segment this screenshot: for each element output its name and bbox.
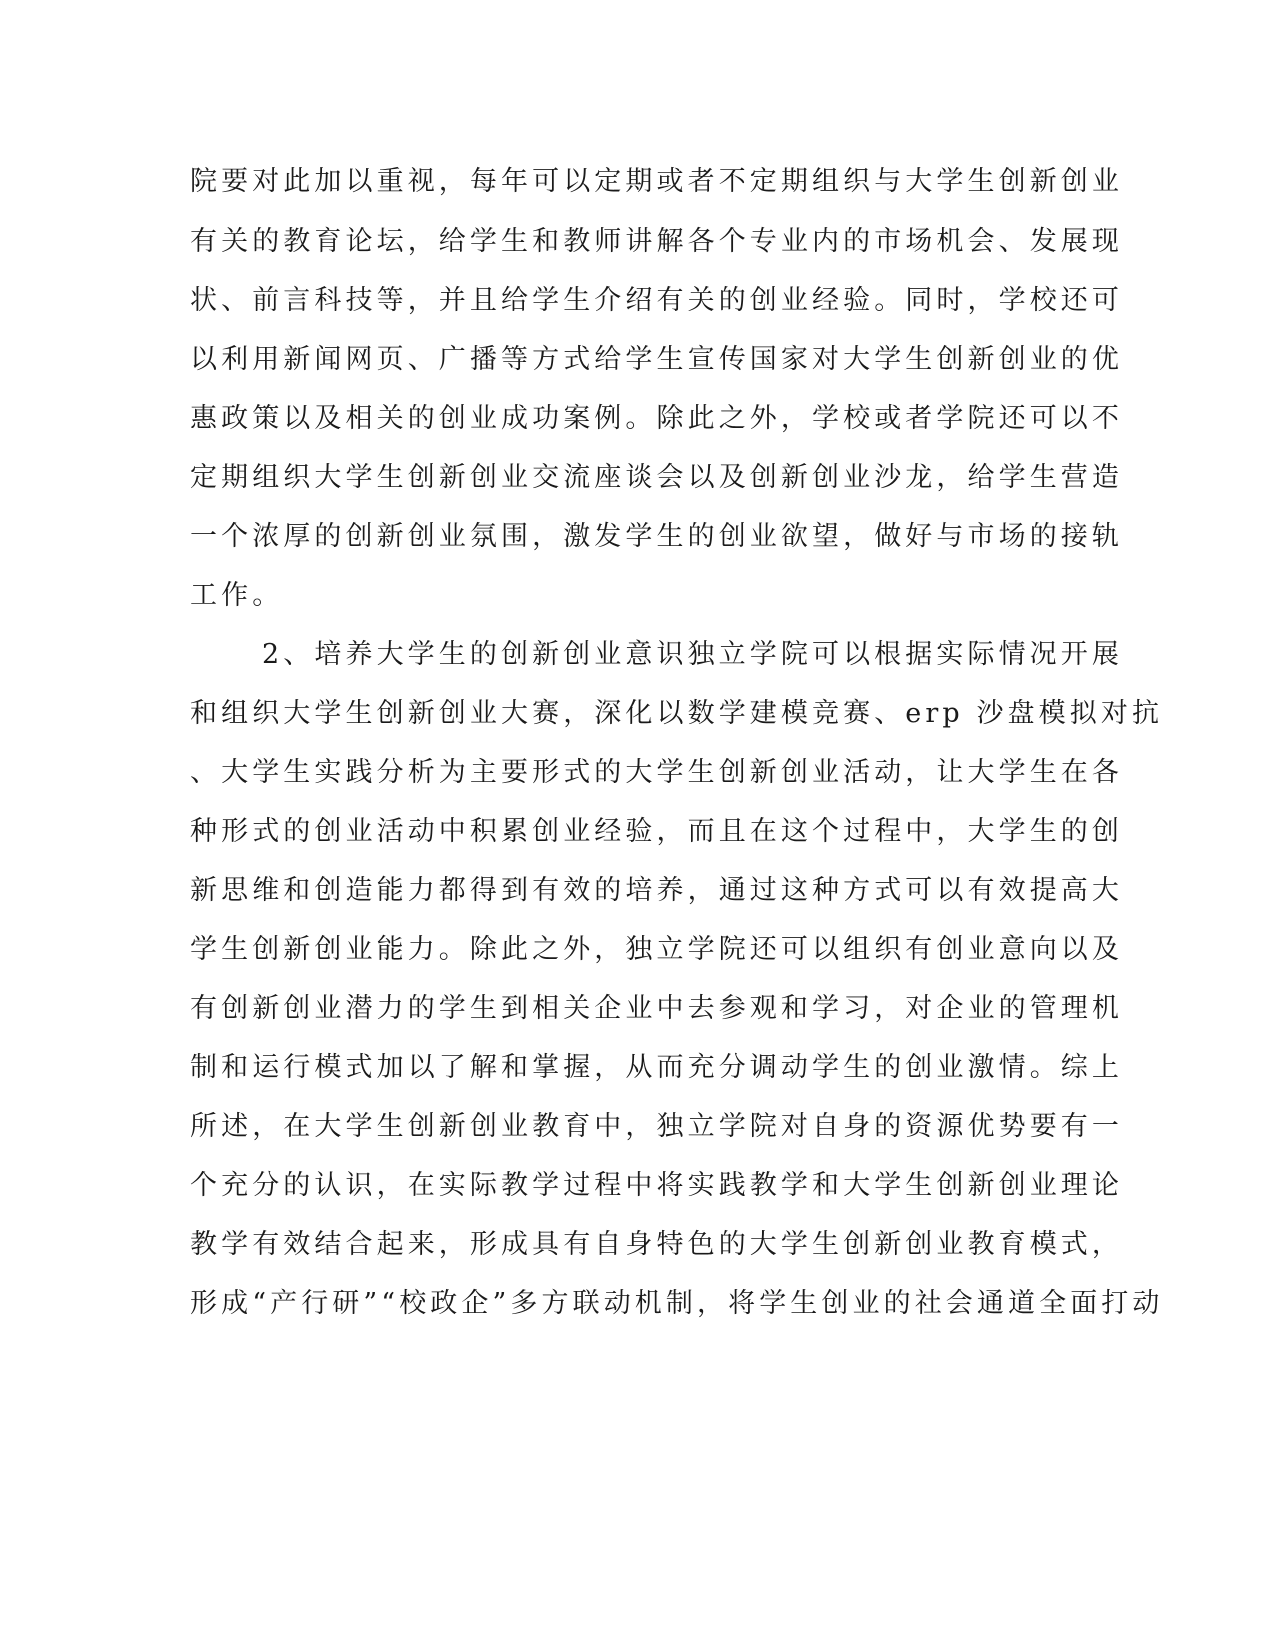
text-line: 惠政策以及相关的创业成功案例。除此之外，学校或者学院还可以不 — [190, 403, 1123, 434]
text-line: 工作。 — [190, 580, 284, 611]
text-line: 种形式的创业活动中积累创业经验，而且在这个过程中，大学生的创 — [190, 816, 1123, 847]
text-line: 新思维和创造能力都得到有效的培养，通过这种方式可以有效提高大 — [190, 875, 1123, 906]
text-line: 一个浓厚的创新创业氛围，激发学生的创业欲望，做好与市场的接轨 — [190, 521, 1123, 552]
text-line: 状、前言科技等，并且给学生介绍有关的创业经验。同时，学校还可 — [190, 285, 1123, 316]
paragraph-start-line: 2、培养大学生的创新创业意识独立学院可以根据实际情况开展 — [262, 639, 1123, 670]
text-line: 定期组织大学生创新创业交流座谈会以及创新创业沙龙，给学生营造 — [190, 462, 1123, 493]
text-line: 所述，在大学生创新创业教育中，独立学院对自身的资源优势要有一 — [190, 1111, 1123, 1142]
text-line: 学生创新创业能力。除此之外，独立学院还可以组织有创业意向以及 — [190, 934, 1123, 965]
text-line: 教学有效结合起来，形成具有自身特色的大学生创新创业教育模式， — [190, 1229, 1123, 1260]
text-line: 和组织大学生创新创业大赛，深化以数学建模竞赛、erp 沙盘模拟对抗 — [190, 698, 1164, 729]
text-line: 个充分的认识，在实际教学过程中将实践教学和大学生创新创业理论 — [190, 1170, 1123, 1201]
text-line: 形成“产行研”“校政企”多方联动机制，将学生创业的社会通道全面打动 — [190, 1288, 1164, 1319]
text-line: 制和运行模式加以了解和掌握，从而充分调动学生的创业激情。综上 — [190, 1052, 1123, 1083]
text-line: 有关的教育论坛，给学生和教师讲解各个专业内的市场机会、发展现 — [190, 226, 1123, 257]
text-line: 、大学生实践分析为主要形式的大学生创新创业活动，让大学生在各 — [190, 757, 1123, 788]
text-line: 院要对此加以重视，每年可以定期或者不定期组织与大学生创新创业 — [190, 166, 1123, 197]
text-line: 有创新创业潜力的学生到相关企业中去参观和学习，对企业的管理机 — [190, 993, 1123, 1024]
text-line: 以利用新闻网页、广播等方式给学生宣传国家对大学生创新创业的优 — [190, 344, 1123, 375]
